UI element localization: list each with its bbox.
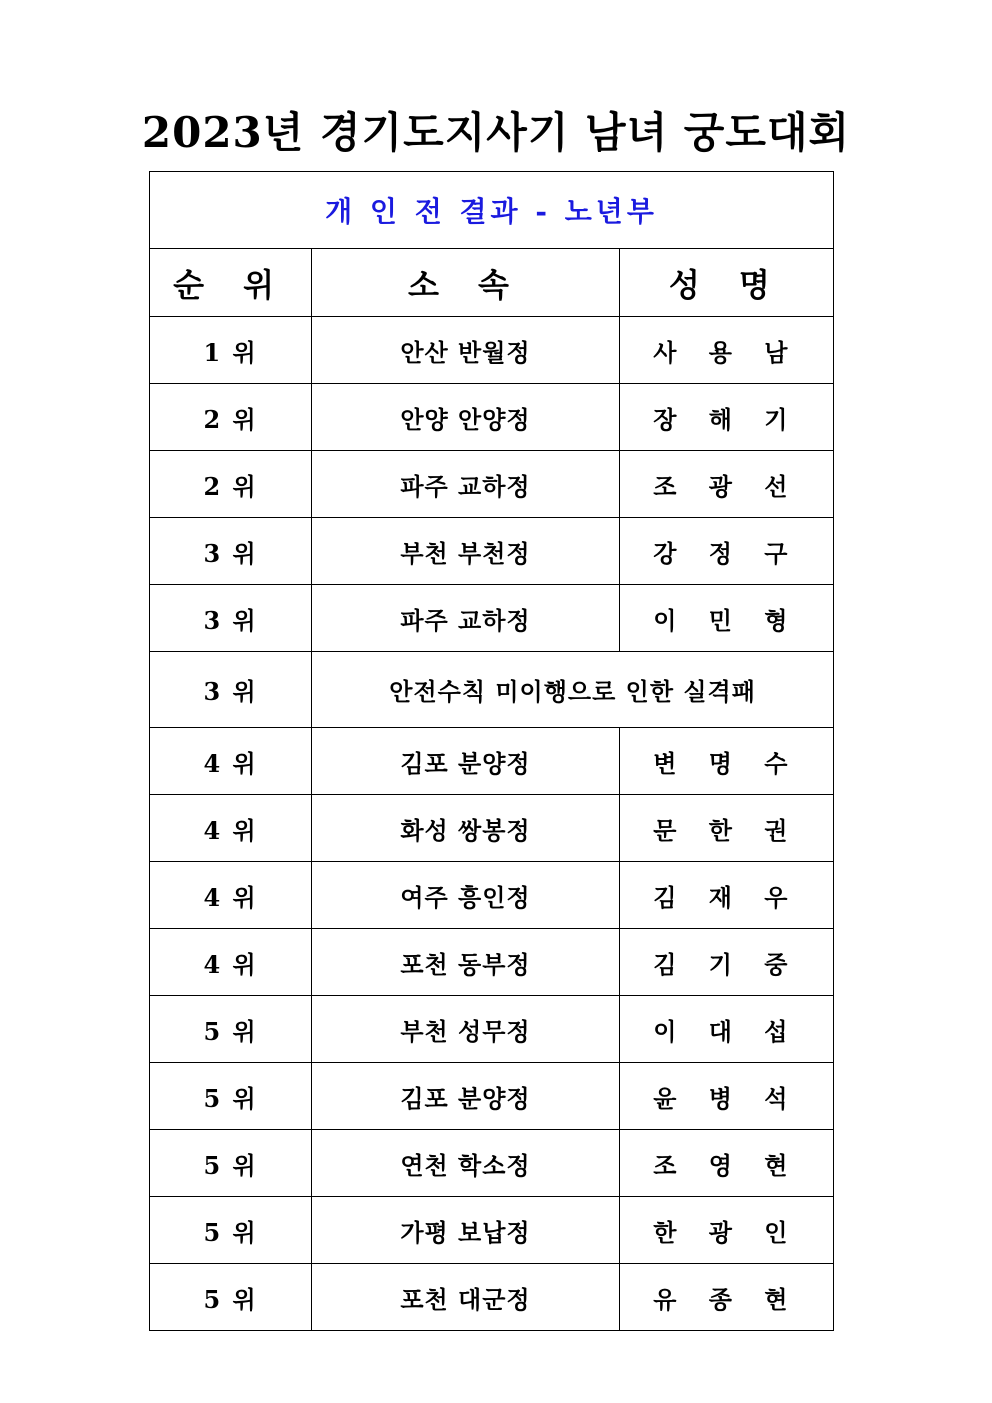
name-cell: 윤 병 석: [619, 1063, 833, 1130]
table-row: [150, 585, 834, 652]
club-cell: 포천 대군정: [312, 1264, 619, 1331]
name-cell: 변 명 수: [619, 728, 833, 795]
name-cell: 조 영 현: [619, 1130, 833, 1197]
rank-cell: 3 위: [150, 518, 312, 585]
club-cell: 파주 교하정: [312, 451, 619, 518]
table-row: [150, 1197, 834, 1264]
name-cell: 사 용 남: [619, 317, 833, 384]
table-row: [150, 451, 834, 518]
table-row: [150, 317, 834, 384]
header-name: 성 명: [619, 249, 833, 317]
header-rank: 순 위: [150, 249, 312, 317]
club-cell: 안양 안양정: [312, 384, 619, 451]
rank-cell: 5 위: [150, 1130, 312, 1197]
name-cell: 김 기 중: [619, 929, 833, 996]
club-cell: 연천 학소정: [312, 1130, 619, 1197]
rank-cell: 5 위: [150, 996, 312, 1063]
rank-cell: 2 위: [150, 451, 312, 518]
table-row: [150, 652, 834, 728]
disqualification-note: 안전수칙 미이행으로 인한 실격패: [312, 652, 834, 728]
table-row: [150, 1264, 834, 1331]
name-cell: 이 대 섭: [619, 996, 833, 1063]
name-cell: 유 종 현: [619, 1264, 833, 1331]
table-row: [150, 384, 834, 451]
rank-cell: 4 위: [150, 795, 312, 862]
table-row: [150, 862, 834, 929]
table-row: [150, 996, 834, 1063]
name-cell: 문 한 권: [619, 795, 833, 862]
rank-cell: 4 위: [150, 929, 312, 996]
rank-cell: 2 위: [150, 384, 312, 451]
name-cell: 김 재 우: [619, 862, 833, 929]
rank-cell: 4 위: [150, 728, 312, 795]
club-cell: 화성 쌍봉정: [312, 795, 619, 862]
table-row: [150, 518, 834, 585]
club-cell: 부천 부천정: [312, 518, 619, 585]
club-cell: 파주 교하정: [312, 585, 619, 652]
club-cell: 김포 분양정: [312, 728, 619, 795]
caption-row: [150, 172, 834, 249]
rank-cell: 1 위: [150, 317, 312, 384]
club-cell: 포천 동부정: [312, 929, 619, 996]
table-row: [150, 929, 834, 996]
name-cell: 장 해 기: [619, 384, 833, 451]
club-cell: 안산 반월정: [312, 317, 619, 384]
page-title: 2023년 경기도지사기 남녀 궁도대회: [141, 108, 851, 157]
header-club: 소 속: [312, 249, 619, 317]
table-row: [150, 1063, 834, 1130]
name-cell: 강 정 구: [619, 518, 833, 585]
table-caption: 개 인 전 결과 - 노년부: [150, 172, 834, 249]
club-cell: 여주 흥인정: [312, 862, 619, 929]
rank-cell: 5 위: [150, 1063, 312, 1130]
rank-cell: 5 위: [150, 1197, 312, 1264]
table-row: [150, 728, 834, 795]
name-cell: 조 광 선: [619, 451, 833, 518]
header-row: [150, 249, 834, 317]
rank-cell: 3 위: [150, 652, 312, 728]
rank-cell: 3 위: [150, 585, 312, 652]
table-row: [150, 795, 834, 862]
name-cell: 이 민 형: [619, 585, 833, 652]
name-cell: 한 광 인: [619, 1197, 833, 1264]
results-table: [149, 171, 834, 1331]
rank-cell: 4 위: [150, 862, 312, 929]
rank-cell: 5 위: [150, 1264, 312, 1331]
club-cell: 부천 성무정: [312, 996, 619, 1063]
club-cell: 김포 분양정: [312, 1063, 619, 1130]
table-row: [150, 1130, 834, 1197]
club-cell: 가평 보납정: [312, 1197, 619, 1264]
